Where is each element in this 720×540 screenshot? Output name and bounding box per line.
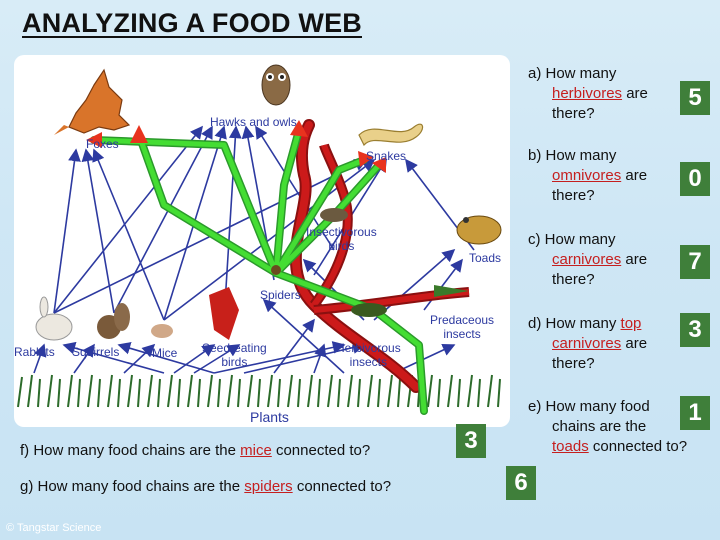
owl-icon — [262, 65, 290, 105]
label-seed-eating-birds — [202, 341, 267, 369]
mouse-icon — [151, 324, 173, 338]
copyright-notice: © Tangstar Science — [6, 522, 102, 534]
label-squirrels: Squirrels — [72, 345, 120, 359]
question-e-suffix: connected to? — [592, 438, 688, 455]
label-snakes: Snakes — [366, 149, 407, 163]
spider-icon — [271, 265, 281, 275]
question-e-prefix: e) How many food — [528, 398, 650, 415]
question-f-keyword: mice — [240, 442, 272, 459]
question-a-tail: there? — [552, 105, 595, 122]
question-f-prefix: f) How many food chains are the — [20, 442, 236, 459]
question-e-line2: chains are the — [552, 418, 647, 435]
label-herbivorous-line1: Herbivorous — [336, 341, 401, 355]
label-toads: Toads — [469, 251, 502, 265]
question-d-suffix: are — [625, 335, 648, 352]
question-e — [528, 397, 687, 457]
question-d — [528, 314, 647, 374]
question-d-keyword-top: top — [620, 315, 642, 332]
answer-d: 3 — [680, 313, 710, 347]
question-a-suffix: are — [626, 85, 648, 102]
label-spiders: Spiders — [260, 288, 301, 302]
question-g-suffix: connected to? — [296, 478, 392, 495]
herbivorous-insect-icon — [351, 303, 387, 317]
answer-e: 1 — [680, 396, 710, 430]
answer-g: 6 — [506, 466, 536, 500]
label-herbivorous-insects — [336, 341, 401, 369]
label-seed-eating-line2: birds — [221, 355, 248, 369]
label-predaceous-line2: insects — [443, 327, 481, 341]
question-a — [528, 64, 648, 124]
question-g-keyword: spiders — [244, 478, 293, 495]
question-a-prefix: a) How many — [528, 65, 617, 82]
page-title: ANALYZING A FOOD WEB — [22, 8, 362, 38]
question-c-suffix: are — [625, 251, 648, 268]
question-c-tail: there? — [552, 271, 595, 288]
label-seed-eating-line1: Seed-eating — [202, 341, 267, 355]
question-b — [528, 146, 647, 206]
insectivorous-bird-icon — [320, 208, 348, 222]
label-herbivorous-line2: insects — [349, 355, 388, 369]
label-foxes: Foxes — [86, 137, 119, 151]
grass-strip — [14, 373, 510, 407]
question-b-prefix: b) How many — [528, 147, 617, 164]
label-insectivorous-birds-line2: birds — [328, 239, 355, 253]
question-f — [20, 441, 370, 461]
label-predaceous-insects — [430, 313, 494, 341]
toad-icon — [457, 216, 501, 244]
cardinal-icon — [209, 287, 239, 340]
label-rabbits: Rabbits — [14, 345, 55, 359]
answer-b: 0 — [680, 162, 710, 196]
answer-c: 7 — [680, 245, 710, 279]
question-c-keyword: carnivores — [552, 251, 622, 268]
question-d-keyword: carnivores — [552, 335, 622, 352]
label-predaceous-line1: Predaceous — [430, 313, 495, 327]
question-b-keyword: omnivores — [552, 167, 622, 184]
label-insectivorous-birds-line1: Insectivorous — [306, 225, 377, 239]
label-plants: Plants — [250, 409, 289, 425]
food-web-arrows — [14, 55, 510, 427]
question-b-suffix: are — [625, 167, 648, 184]
question-c-prefix: c) How many — [528, 231, 616, 248]
fox-icon — [54, 70, 129, 135]
label-hawks-owls: Hawks and owls — [210, 115, 297, 129]
question-d-prefix: d) How many — [528, 315, 617, 332]
food-web-diagram — [14, 55, 510, 427]
question-a-keyword: herbivores — [552, 85, 623, 102]
label-mice: Mice — [152, 346, 178, 360]
question-c — [528, 230, 647, 290]
question-f-suffix: connected to? — [275, 442, 371, 459]
question-b-tail: there? — [552, 187, 595, 204]
rabbit-icon — [36, 297, 72, 340]
question-g — [20, 477, 391, 497]
answer-a: 5 — [680, 81, 710, 115]
answer-f: 3 — [456, 424, 486, 458]
question-e-keyword: toads — [552, 438, 589, 455]
snake-icon — [359, 124, 423, 145]
question-g-prefix: g) How many food chains are the — [20, 478, 241, 495]
label-insectivorous-birds — [306, 225, 377, 253]
question-d-tail: there? — [552, 355, 595, 372]
